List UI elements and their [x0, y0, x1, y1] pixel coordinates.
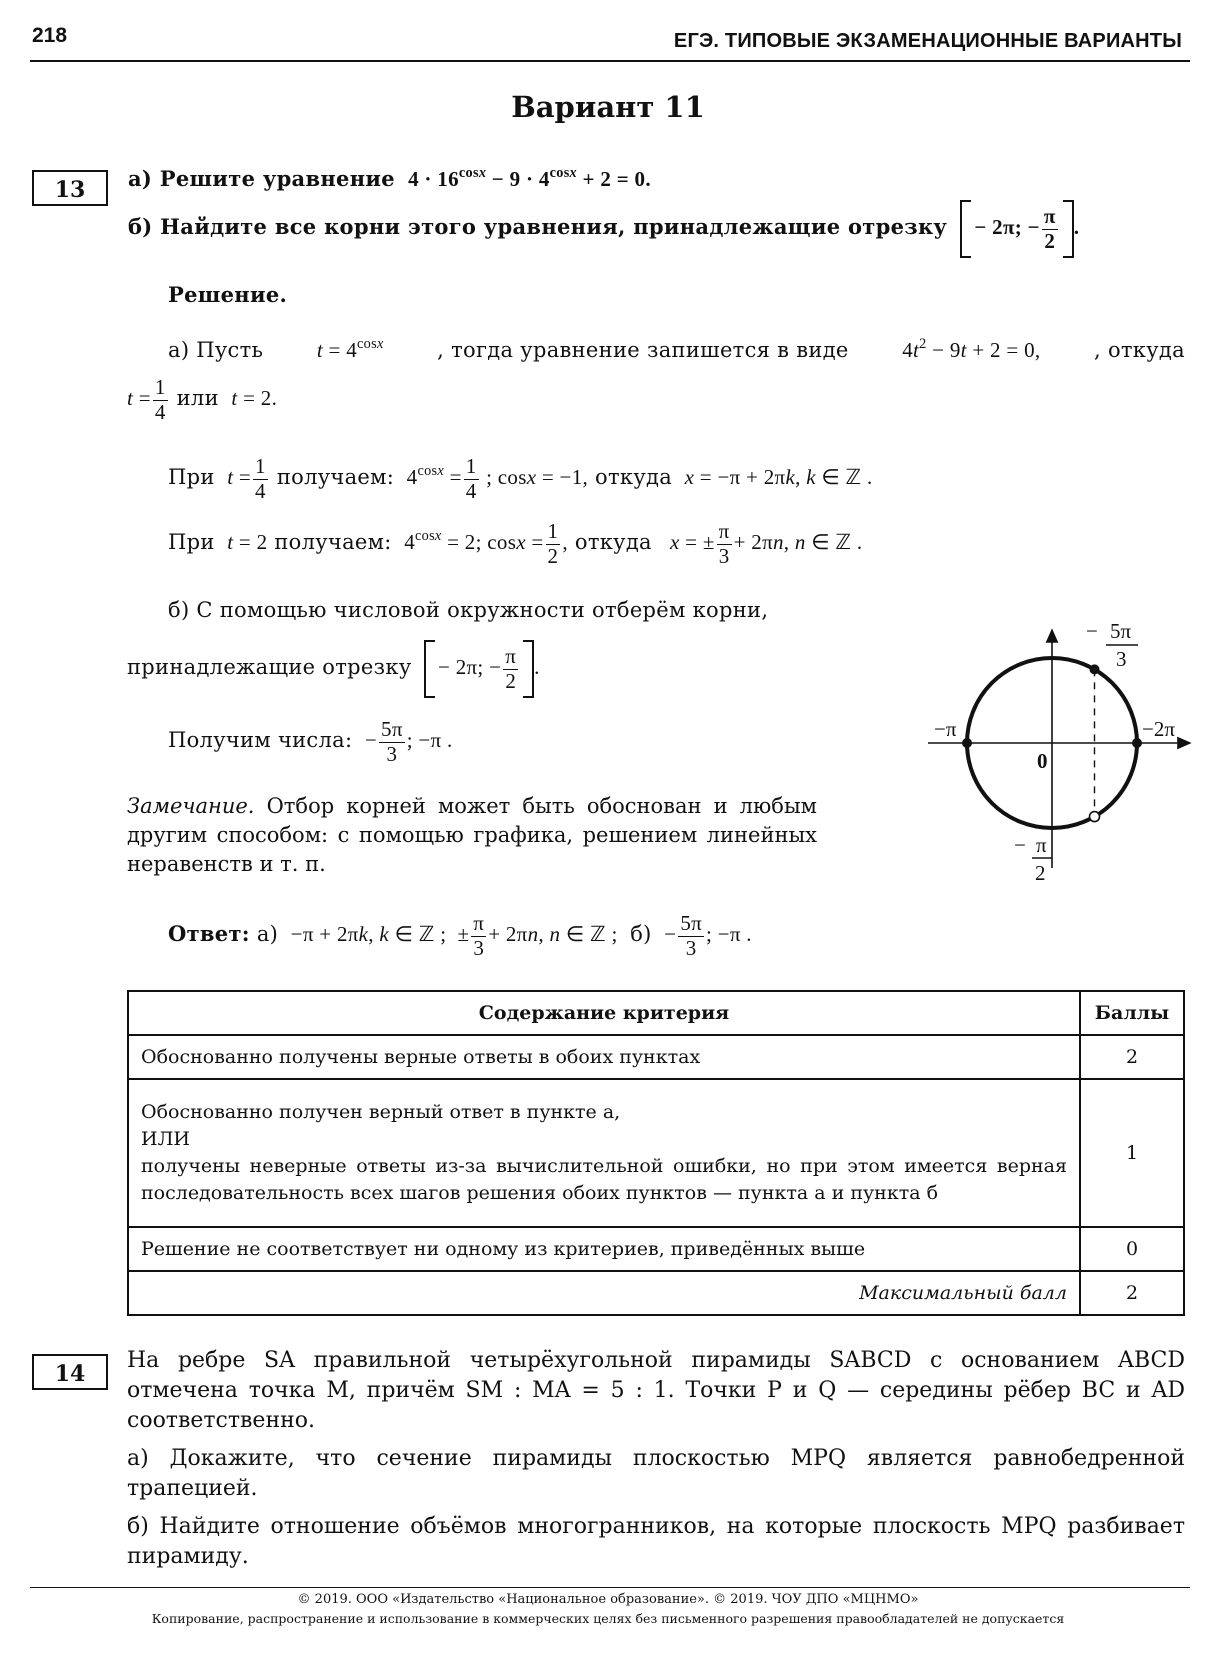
solution-b-line1: б) С помощью числовой окружности отберём корни, [168, 598, 769, 622]
criterion-or: ИЛИ [141, 1128, 190, 1150]
task-14-part-b: б) Найдите отношение объёмов многогранников, на которые плоскость MPQ разбивает пирамиду. [127, 1514, 1185, 1569]
point-minus-2pi [1132, 738, 1142, 748]
point-minus-pi [962, 738, 972, 748]
word-at-2: При [168, 529, 215, 554]
point-minus-5pi-3 [1090, 664, 1100, 674]
answer-a-label: а) [256, 921, 279, 946]
table-row-max [128, 1271, 1184, 1315]
label-top: 5π [1110, 619, 1132, 643]
task-14-text [127, 1346, 1185, 1572]
remark-text: Отбор корней может быть обоснован и любым другим способом: с помощью графика, решением линейных неравенств и т. п. [127, 794, 817, 876]
max-score-label: Максимальный балл [128, 1271, 1080, 1315]
max-score-points: 2 [1080, 1271, 1184, 1315]
task-14-part-a: а) Докажите, что сечение пирамиды плоскостью MPQ является равнобедренной трапецией. [127, 1446, 1185, 1501]
solution-title: Решение. [168, 282, 288, 307]
criterion-line: Обоснованно получен верный ответ в пункте а, [141, 1101, 621, 1123]
header-content: Содержание критерия [128, 991, 1080, 1035]
criterion-points: 2 [1080, 1035, 1184, 1079]
case-t-quarter: При t = $\frac{1}{4}$ получаем: $4^{cosx}$ = $\frac{1}{4}$ ; cosx = −1, откуда x = −π + 2πk, k ∈ ℤ . [168, 454, 873, 503]
table-header-row [128, 991, 1184, 1035]
selected-numbers: Получим числа: − $\frac{5\pi}{3}$ ; −π . [168, 717, 453, 766]
solution-b-line2: принадлежащие отрезку − 2π; − $\frac{\pi}{2}$ . [127, 640, 540, 698]
word-whence-2: откуда [574, 529, 652, 554]
label-left: −π [934, 717, 957, 741]
remark [127, 792, 817, 879]
footer-divider [30, 1587, 1190, 1588]
task-13-interval: − 2π; − $\frac{\pi}{2}$ . [955, 215, 1079, 239]
header-divider [30, 60, 1190, 62]
header-points: Баллы [1080, 991, 1184, 1035]
solution-a-then: , тогда уравнение запишется в виде [437, 338, 849, 362]
label-right: −2π [1142, 717, 1175, 741]
answer-b-label: б) [630, 921, 652, 946]
substitution: $t = 4^{cosx}$ [316, 336, 384, 362]
task-13-equation: $4 \cdot 16^{cosx} - 9 \cdot 4^{cosx} + 2 = 0$. [402, 165, 651, 191]
footer-copyright: © 2019. ООО «Издательство «Национальное образование». © 2019. ЧОУ ДПО «МЦНМО» [297, 1592, 919, 1607]
word-at-1: При [168, 464, 215, 489]
page-number: 218 [32, 24, 68, 47]
criterion-text: Обоснованно получены верные ответы в обоих пунктах [128, 1035, 1080, 1079]
criterion-points: 0 [1080, 1227, 1184, 1271]
task-13-number-box: 13 [32, 170, 108, 206]
task-13-part-a [128, 166, 651, 192]
table-row [128, 1079, 1184, 1227]
solution-a-line1 [168, 338, 1185, 363]
case-t-two: При t = 2 получаем: $4^{cosx} = 2$; cosx = $\frac{1}{2}$ , откуда x = ± $\frac{\pi}{3}$ + 2πn, n ∈ ℤ . [168, 519, 863, 568]
criterion-points: 1 [1080, 1079, 1184, 1227]
criterion-text [128, 1079, 1080, 1227]
word-whence-1: откуда [595, 464, 673, 489]
word-or: или [176, 385, 219, 410]
answer-line: Ответ: а) −π + 2πk, k ∈ ℤ ; ± $\frac{\pi}{3}$ + 2πn, n ∈ ℤ ; б) − $\frac{5\pi}{3}$ ; −π . [168, 911, 752, 960]
task-14-statement: На ребре SA правильной четырёхугольной пирамиды SABCD с основанием ABCD отмечена точка M, причём SM : MA = 5 : 1. Точки P и Q — середины рёбер BC и AD соответственно. [127, 1348, 1185, 1433]
task-13-part-b-label: б) Найдите все корни этого уравнения, принадлежащие отрезку [128, 213, 948, 239]
table-row [128, 1227, 1184, 1271]
task-13-part-a-label: а) Решите уравнение [128, 166, 395, 191]
label-bottom-den: 2 [1035, 861, 1046, 885]
quadratic-equation: $4t^2 - 9t + 2 = 0$, [902, 336, 1041, 362]
solution-a-let: а) Пусть [168, 338, 264, 362]
roots-t: t = $\frac{1}{4}$ или t = 2. [127, 375, 278, 424]
word-get-2: получаем: [274, 529, 392, 554]
criteria-table [127, 990, 1185, 1316]
label-top-den: 3 [1116, 647, 1127, 671]
word-get-1: получаем: [276, 464, 395, 489]
remark-title: Замечание. [127, 794, 255, 818]
label-top-sign: − [1086, 619, 1098, 643]
answer-label: Ответ: [168, 920, 250, 946]
criterion-line: получены неверные ответы из-за вычислительной ошибки, но при этом имеется верная последовательность всех шагов решения обоих пунктов — пункта а и пункта б [141, 1155, 1067, 1204]
criterion-text: Решение не соответствует ни одному из критериев, приведённых выше [128, 1227, 1080, 1271]
point-open [1090, 812, 1100, 822]
label-bottom: π [1036, 833, 1047, 857]
solution-b-belong: принадлежащие отрезку [127, 654, 412, 679]
number-circle-diagram [920, 618, 1200, 886]
solution-a-whence: , откуда [1094, 338, 1185, 362]
footer-notice: Копирование, распространение и использование в коммерческих целях без письменного разрешения правообладателей не допускается [151, 1611, 1065, 1626]
table-row [128, 1035, 1184, 1079]
label-bottom-sign: − [1014, 833, 1026, 857]
variant-title: Вариант 11 [511, 90, 705, 124]
task-13-part-b [128, 200, 1079, 258]
running-header: ЕГЭ. ТИПОВЫЕ ЭКЗАМЕНАЦИОННЫЕ ВАРИАНТЫ [673, 30, 1182, 52]
task-14-number-box: 14 [32, 1354, 108, 1390]
label-origin: 0 [1037, 749, 1048, 773]
numbers-label: Получим числа: [168, 727, 353, 752]
